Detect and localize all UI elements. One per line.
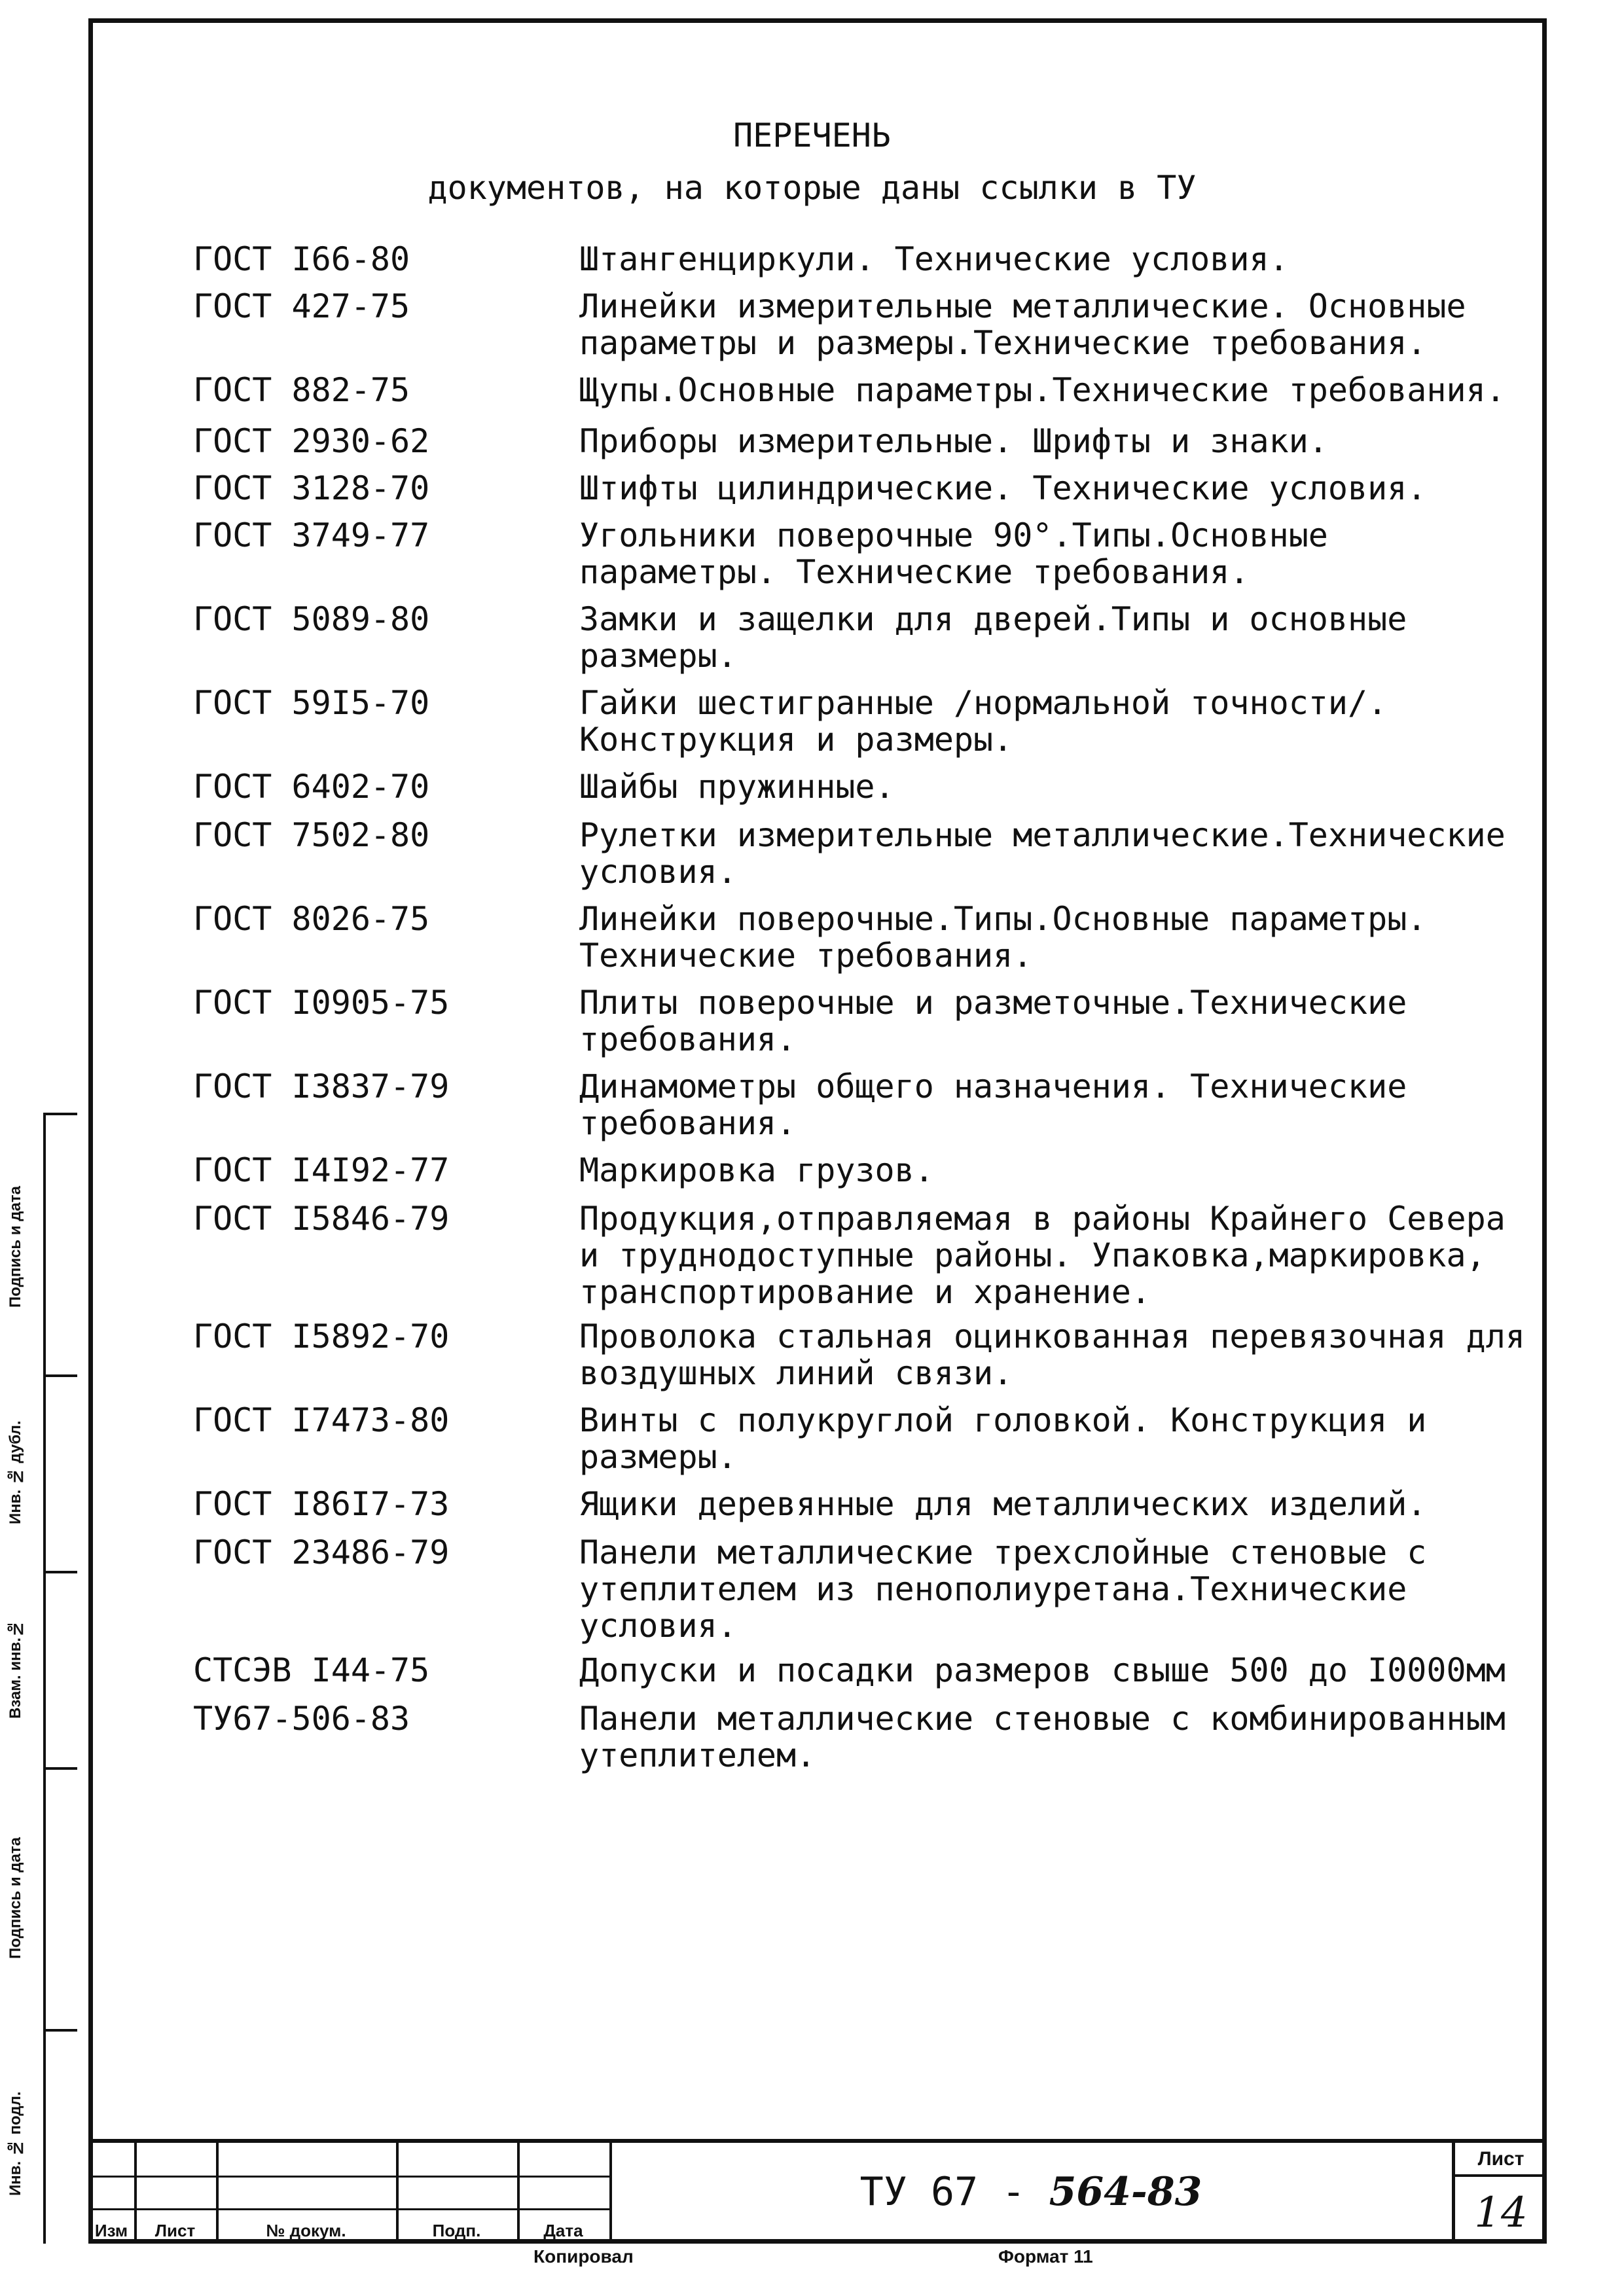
- stamp-col-sheet: Лист: [154, 2221, 196, 2240]
- stamp-col-change: Изм: [94, 2221, 128, 2240]
- reference-code: ГОСТ 5089-80: [193, 600, 430, 638]
- reference-code: ГОСТ I5892-70: [193, 1318, 450, 1355]
- reference-code: СТСЭВ I44-75: [193, 1651, 430, 1689]
- side-label-signature-date: Подпись и дата: [7, 1186, 24, 1308]
- reference-code: ГОСТ 882-75: [193, 371, 410, 409]
- title-block-grid: [88, 2143, 612, 2244]
- reference-description: Угольники поверочные 90°.Типы.Основные параметры. Технические требования.: [579, 516, 1328, 591]
- side-stamp: [0, 1113, 79, 2244]
- reference-code: ГОСТ 59I5-70: [193, 684, 430, 722]
- side-stamp-line: [43, 1113, 46, 2244]
- reference-code: ГОСТ 6402-70: [193, 768, 430, 806]
- reference-description: Линейки поверочные.Типы.Основные параметры. Технические требования.: [579, 900, 1427, 975]
- document-number-handwritten: 564-83: [1049, 2169, 1202, 2215]
- sheet-number: 14: [1474, 2189, 1528, 2237]
- title-block: [88, 2139, 1547, 2248]
- reference-description: Щупы.Основные параметры.Технические требования.: [579, 371, 1506, 409]
- side-label-orig-inventory: Инв. № подл.: [7, 2091, 24, 2196]
- side-label-signature-date-2: Подпись и дата: [7, 1837, 24, 1959]
- reference-description: Динамометры общего назначения. Технические требования.: [579, 1067, 1407, 1142]
- reference-code: ГОСТ I66-80: [193, 240, 410, 278]
- reference-description: Замки и защелки для дверей.Типы и основные размеры.: [579, 600, 1407, 675]
- reference-code: ГОСТ I4I92-77: [193, 1151, 450, 1189]
- reference-code: ГОСТ I7473-80: [193, 1401, 450, 1439]
- footer-format: Формат 11: [998, 2246, 1093, 2267]
- reference-description: Маркировка грузов.: [579, 1151, 934, 1189]
- stamp-col-sign: Подп.: [432, 2221, 481, 2240]
- stamp-col-docnum: № докум.: [266, 2221, 346, 2240]
- footer-copied: Копировал: [533, 2246, 634, 2267]
- reference-description: Ящики деревянные для металлических изделий.: [579, 1485, 1427, 1523]
- reference-code: ГОСТ 8026-75: [193, 900, 430, 938]
- side-label-replace-inventory: Взам. инв.№: [7, 1619, 24, 1719]
- reference-code: ГОСТ I5846-79: [193, 1200, 450, 1238]
- reference-code: ГОСТ 23486-79: [193, 1534, 450, 1571]
- side-label-dup-inventory: Инв. № дубл.: [7, 1420, 24, 1525]
- reference-description: Допуски и посадки размеров свыше 500 до I0000мм: [579, 1651, 1506, 1689]
- reference-code: ГОСТ I86I7-73: [193, 1485, 450, 1523]
- page-title: ПЕРЕЧЕНЬ: [733, 117, 891, 154]
- sheet-box: [1452, 2143, 1547, 2244]
- reference-code: ГОСТ 3128-70: [193, 469, 430, 507]
- page-subtitle: документов, на которые даны ссылки в ТУ: [427, 169, 1197, 207]
- reference-description: Плиты поверочные и разметочные.Технические требования.: [579, 984, 1407, 1058]
- document-number: [612, 2169, 1450, 2215]
- reference-description: Штифты цилиндрические. Технические условия.: [579, 469, 1427, 507]
- reference-description: Рулетки измерительные металлические.Технические условия.: [579, 816, 1506, 891]
- reference-description: Продукция,отправляемая в районы Крайнего Севера и труднодоступные районы. Упаковка,маркировка, транспортирование и хранение.: [579, 1200, 1506, 1311]
- reference-description: Панели металлические трехслойные стеновые с утеплителем из пенополиуретана.Технические условия.: [579, 1534, 1427, 1645]
- reference-code: ГОСТ 2930-62: [193, 422, 430, 460]
- document-number-prefix: ТУ 67 -: [859, 2169, 1026, 2215]
- sheet-label: Лист: [1455, 2148, 1547, 2177]
- reference-description: Штангенциркули. Технические условия.: [579, 240, 1289, 278]
- stamp-col-date: Дата: [543, 2221, 583, 2240]
- reference-description: Панели металлические стеновые с комбинированным утеплителем.: [579, 1700, 1506, 1774]
- reference-description: Винты с полукруглой головкой. Конструкция и размеры.: [579, 1401, 1427, 1476]
- reference-code: ГОСТ 7502-80: [193, 816, 430, 854]
- reference-description: Гайки шестигранные /нормальной точности/. Конструкция и размеры.: [579, 684, 1388, 759]
- reference-code: ГОСТ 427-75: [193, 287, 410, 325]
- reference-code: ГОСТ I0905-75: [193, 984, 450, 1022]
- reference-description: Приборы измерительные. Шрифты и знаки.: [579, 422, 1328, 460]
- reference-description: Линейки измерительные металлические. Основные параметры и размеры.Технические требования.: [579, 287, 1466, 362]
- reference-code: ГОСТ I3837-79: [193, 1067, 450, 1105]
- reference-description: Шайбы пружинные.: [579, 768, 895, 806]
- reference-description: Проволока стальная оцинкованная перевязочная для воздушных линий связи.: [579, 1318, 1525, 1392]
- reference-code: ТУ67-506-83: [193, 1700, 410, 1738]
- reference-code: ГОСТ 3749-77: [193, 516, 430, 554]
